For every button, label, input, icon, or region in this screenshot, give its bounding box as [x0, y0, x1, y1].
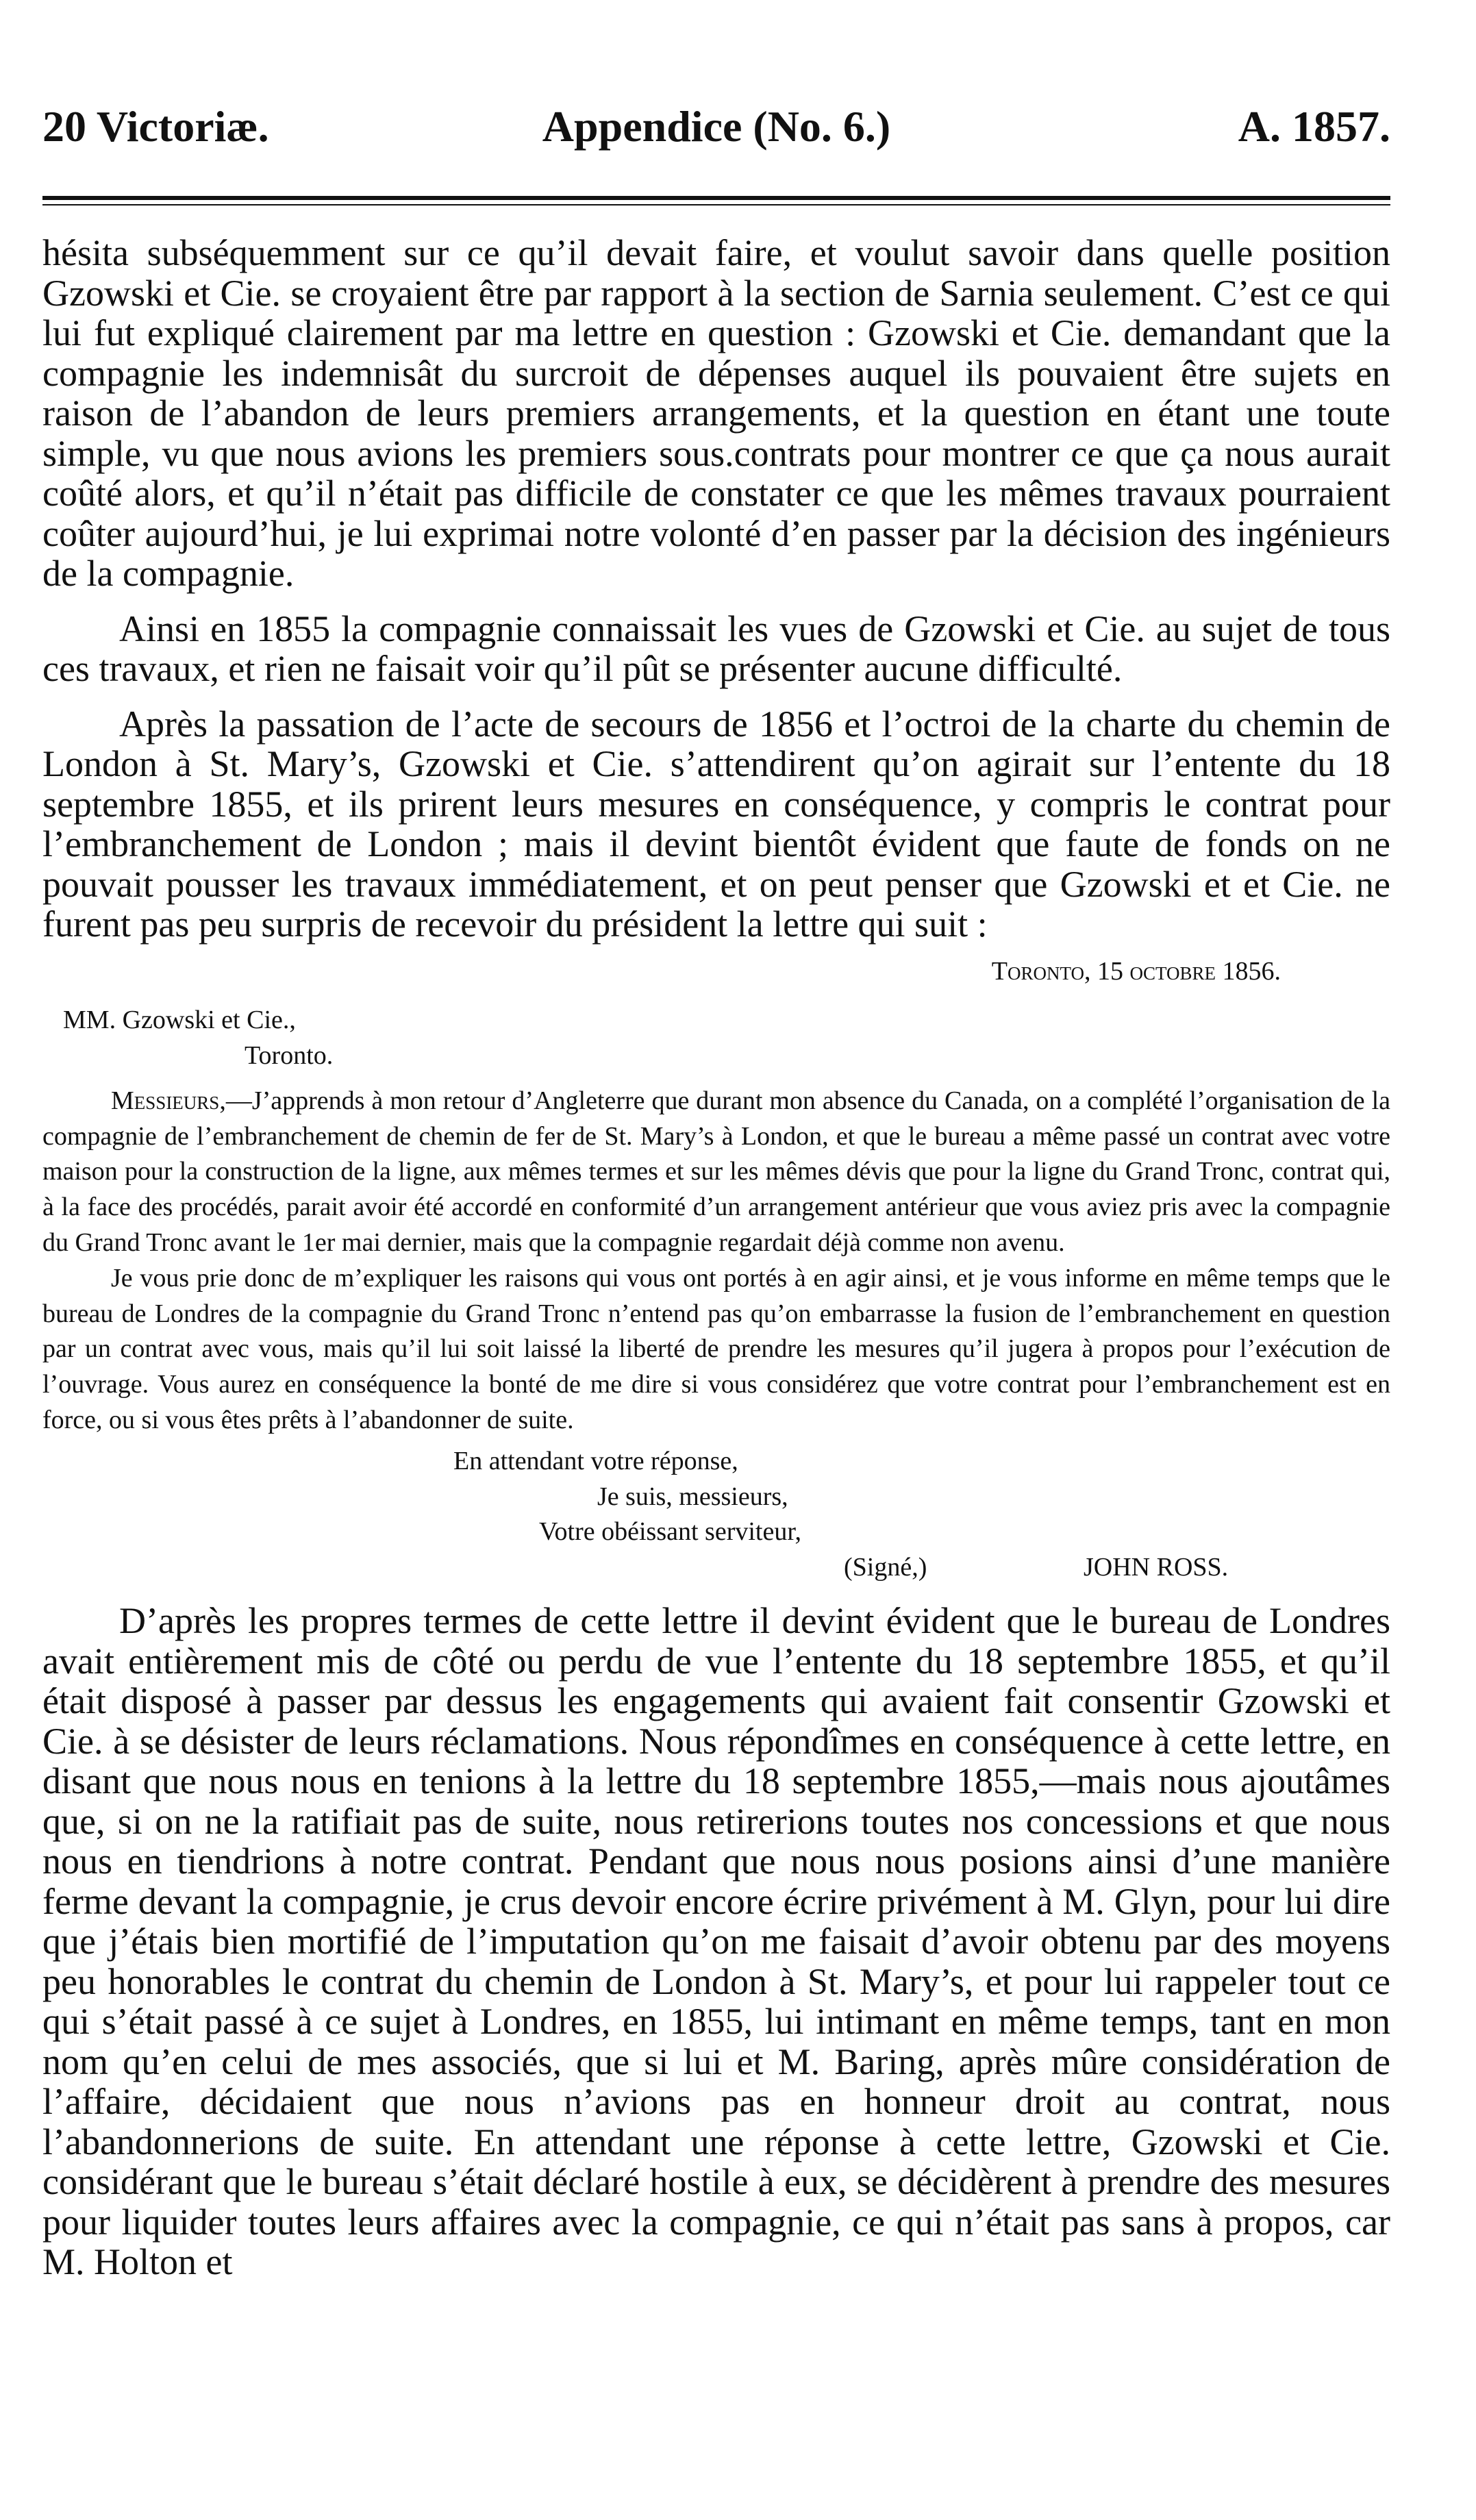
- header-rule-thin: [42, 204, 1390, 205]
- header-appendix: Appendice (No. 6.): [542, 102, 891, 151]
- page-header: [42, 101, 1390, 163]
- letter-signature: [42, 1550, 1390, 1586]
- letter-date: Toronto, 15 octobre 1856.: [991, 956, 1281, 986]
- letter-address-line1: MM. Gzowski et Cie.,: [63, 1006, 296, 1035]
- letter-closing-1: En attendant votre réponse,: [453, 1446, 738, 1475]
- letter-salutation: Messieurs,: [111, 1086, 226, 1115]
- letter-paragraph-2: Je vous prie donc de m’expliquer les raisons qui vous ont portés à en agir ainsi, et je vous informe en même temps que le bureau de Londres de la compagnie du Grand Tronc n’entend pas qu’on embarrasse la fusion de l’embranchement en question par un contrat avec vous, mais qu’il lui soit laissé la liberté de prendre les mesures qu’il jugera à propos pour l’exécution de l’ouvrage. Vous aurez en conséquence la bonté de me dire si vous considérez que votre contrat pour l’embranchement est en force, ou si vous êtes prêts à l’abandonner de suite.: [42, 1263, 1390, 1435]
- page-body: [42, 233, 1390, 2282]
- letter-address-line2: Toronto.: [245, 1041, 334, 1071]
- header-year: A. 1857.: [1238, 102, 1390, 151]
- paragraph-response: D’après les propres termes de cette lettre il devint évident que le bureau de Londres avait entièrement mis de côté ou perdu de vue l’entente du 18 septembre 1855, et qu’il était disposé à passer par dessus les engagements qui avaient fait consentir Gzowski et Cie. à se désister de leurs réclamations. Nous répondîmes en conséquence à cette lettre, en disant que nous nous en tenions à la lettre du 18 septembre 1855,—mais nous ajoutâmes que, si on ne la ratifiait pas de suite, nous retirerions toutes nos concessions et que nous nous en tiendrions à notre contrat. Pendant que nous nous posions ainsi d’une manière ferme devant la compagnie, je crus devoir encore écrire privément à M. Glyn, pour lui dire que j’étais bien mortifié de l’imputation qu’on me faisait d’avoir obtenu par des moyens peu honorables le contrat du chemin de London à St. Mary’s, et pour lui rappeler tout ce qui s’était passé à ce sujet à Londres, en 1855, lui intimant en même temps, tant en mon nom qu’en celui de mes associés, que si lui et M. Baring, après mûre considération de l’affaire, décidaient que nous n’avions pas en honneur droit au contrat, nous l’abandonnerions de suite. En attendant une réponse à cette lettre, Gzowski et Cie. considérant que le bureau s’était déclaré hostile à eux, se décidèrent à prendre des mesures pour liquider toutes leurs affaires avec la compagnie, ce qui n’était pas sans à propos, car M. Holton et: [42, 1600, 1390, 2283]
- letter-signed: (Signé,): [844, 1553, 927, 1582]
- paragraph-1856: Après la passation de l’acte de secours de 1856 et l’octroi de la charte du chemin de London à St. Mary’s, Gzowski et Cie. s’attendirent qu’on agirait sur l’entente du 18 septembre 1855, et ils prirent leurs mesures en conséquence, y compris le contrat pour l’embranchement de London ; mais il devint bientôt évident que faute de fonds on ne pouvait pousser les travaux immédiatement, et on peut penser que Gzowski et et Cie. ne furent pas peu surpris de recevoir du président la lettre qui suit :: [42, 703, 1390, 945]
- paragraph-continued: hésita subséquemment sur ce qu’il devait faire, et voulut savoir dans quelle position Gzowski et Cie. se croyaient être par rapport à la section de Sarnia seulement. C’est ce qui lui fut expliqué clairement par ma lettre en question : Gzowski et Cie. demandant que la compagnie les indemnisât du surcroit de dépenses auquel ils pouvaient être sujets en raison de l’abandon de leurs premiers arrangements, et la question en étant une toute simple, vu que nous avions les premiers sous.contrats pour montrer ce que ça nous aurait coûté alors, et qu’il n’était pas difficile de constater ce que les mêmes travaux pourraient coûter aujourd’hui, je lui exprimai notre volonté d’en passer par la décision des ingénieurs de la compagnie.: [42, 232, 1390, 594]
- quoted-letter: [42, 954, 1390, 1586]
- letter-signer: JOHN ROSS.: [1084, 1553, 1229, 1582]
- letter-closing-2: Je suis, messieurs,: [597, 1482, 788, 1511]
- header-rule-thick: [42, 196, 1390, 200]
- letter-closing-3: Votre obéissant serviteur,: [539, 1517, 801, 1547]
- letter-paragraph-1-text: —J’apprends à mon retour d’Angleterre que durant mon absence du Canada, on a complété l’organisation de la compagnie de l’embranchement de chemin de fer de St. Mary’s à London, et que le bureau a même passé un contrat avec votre maison pour la construction de la ligne, aux mêmes termes et sur les mêmes dévis que pour la ligne du Grand Tronc, contrat qui, à la face des procédés, parait avoir été accordé en conformité d’un arrangement antérieur que vous aviez pris avec la compagnie du Grand Tronc avant le 1er mai dernier, mais que la compagnie regardait déjà comme non avenu.: [42, 1086, 1390, 1258]
- paragraph-1855: Ainsi en 1855 la compagnie connaissait les vues de Gzowski et Cie. au sujet de tous ces travaux, et rien ne faisait voir qu’il pût se présenter aucune difficulté.: [42, 608, 1390, 689]
- header-session: 20 Victoriæ.: [42, 102, 269, 151]
- letter-paragraph-1: [42, 1084, 1390, 1261]
